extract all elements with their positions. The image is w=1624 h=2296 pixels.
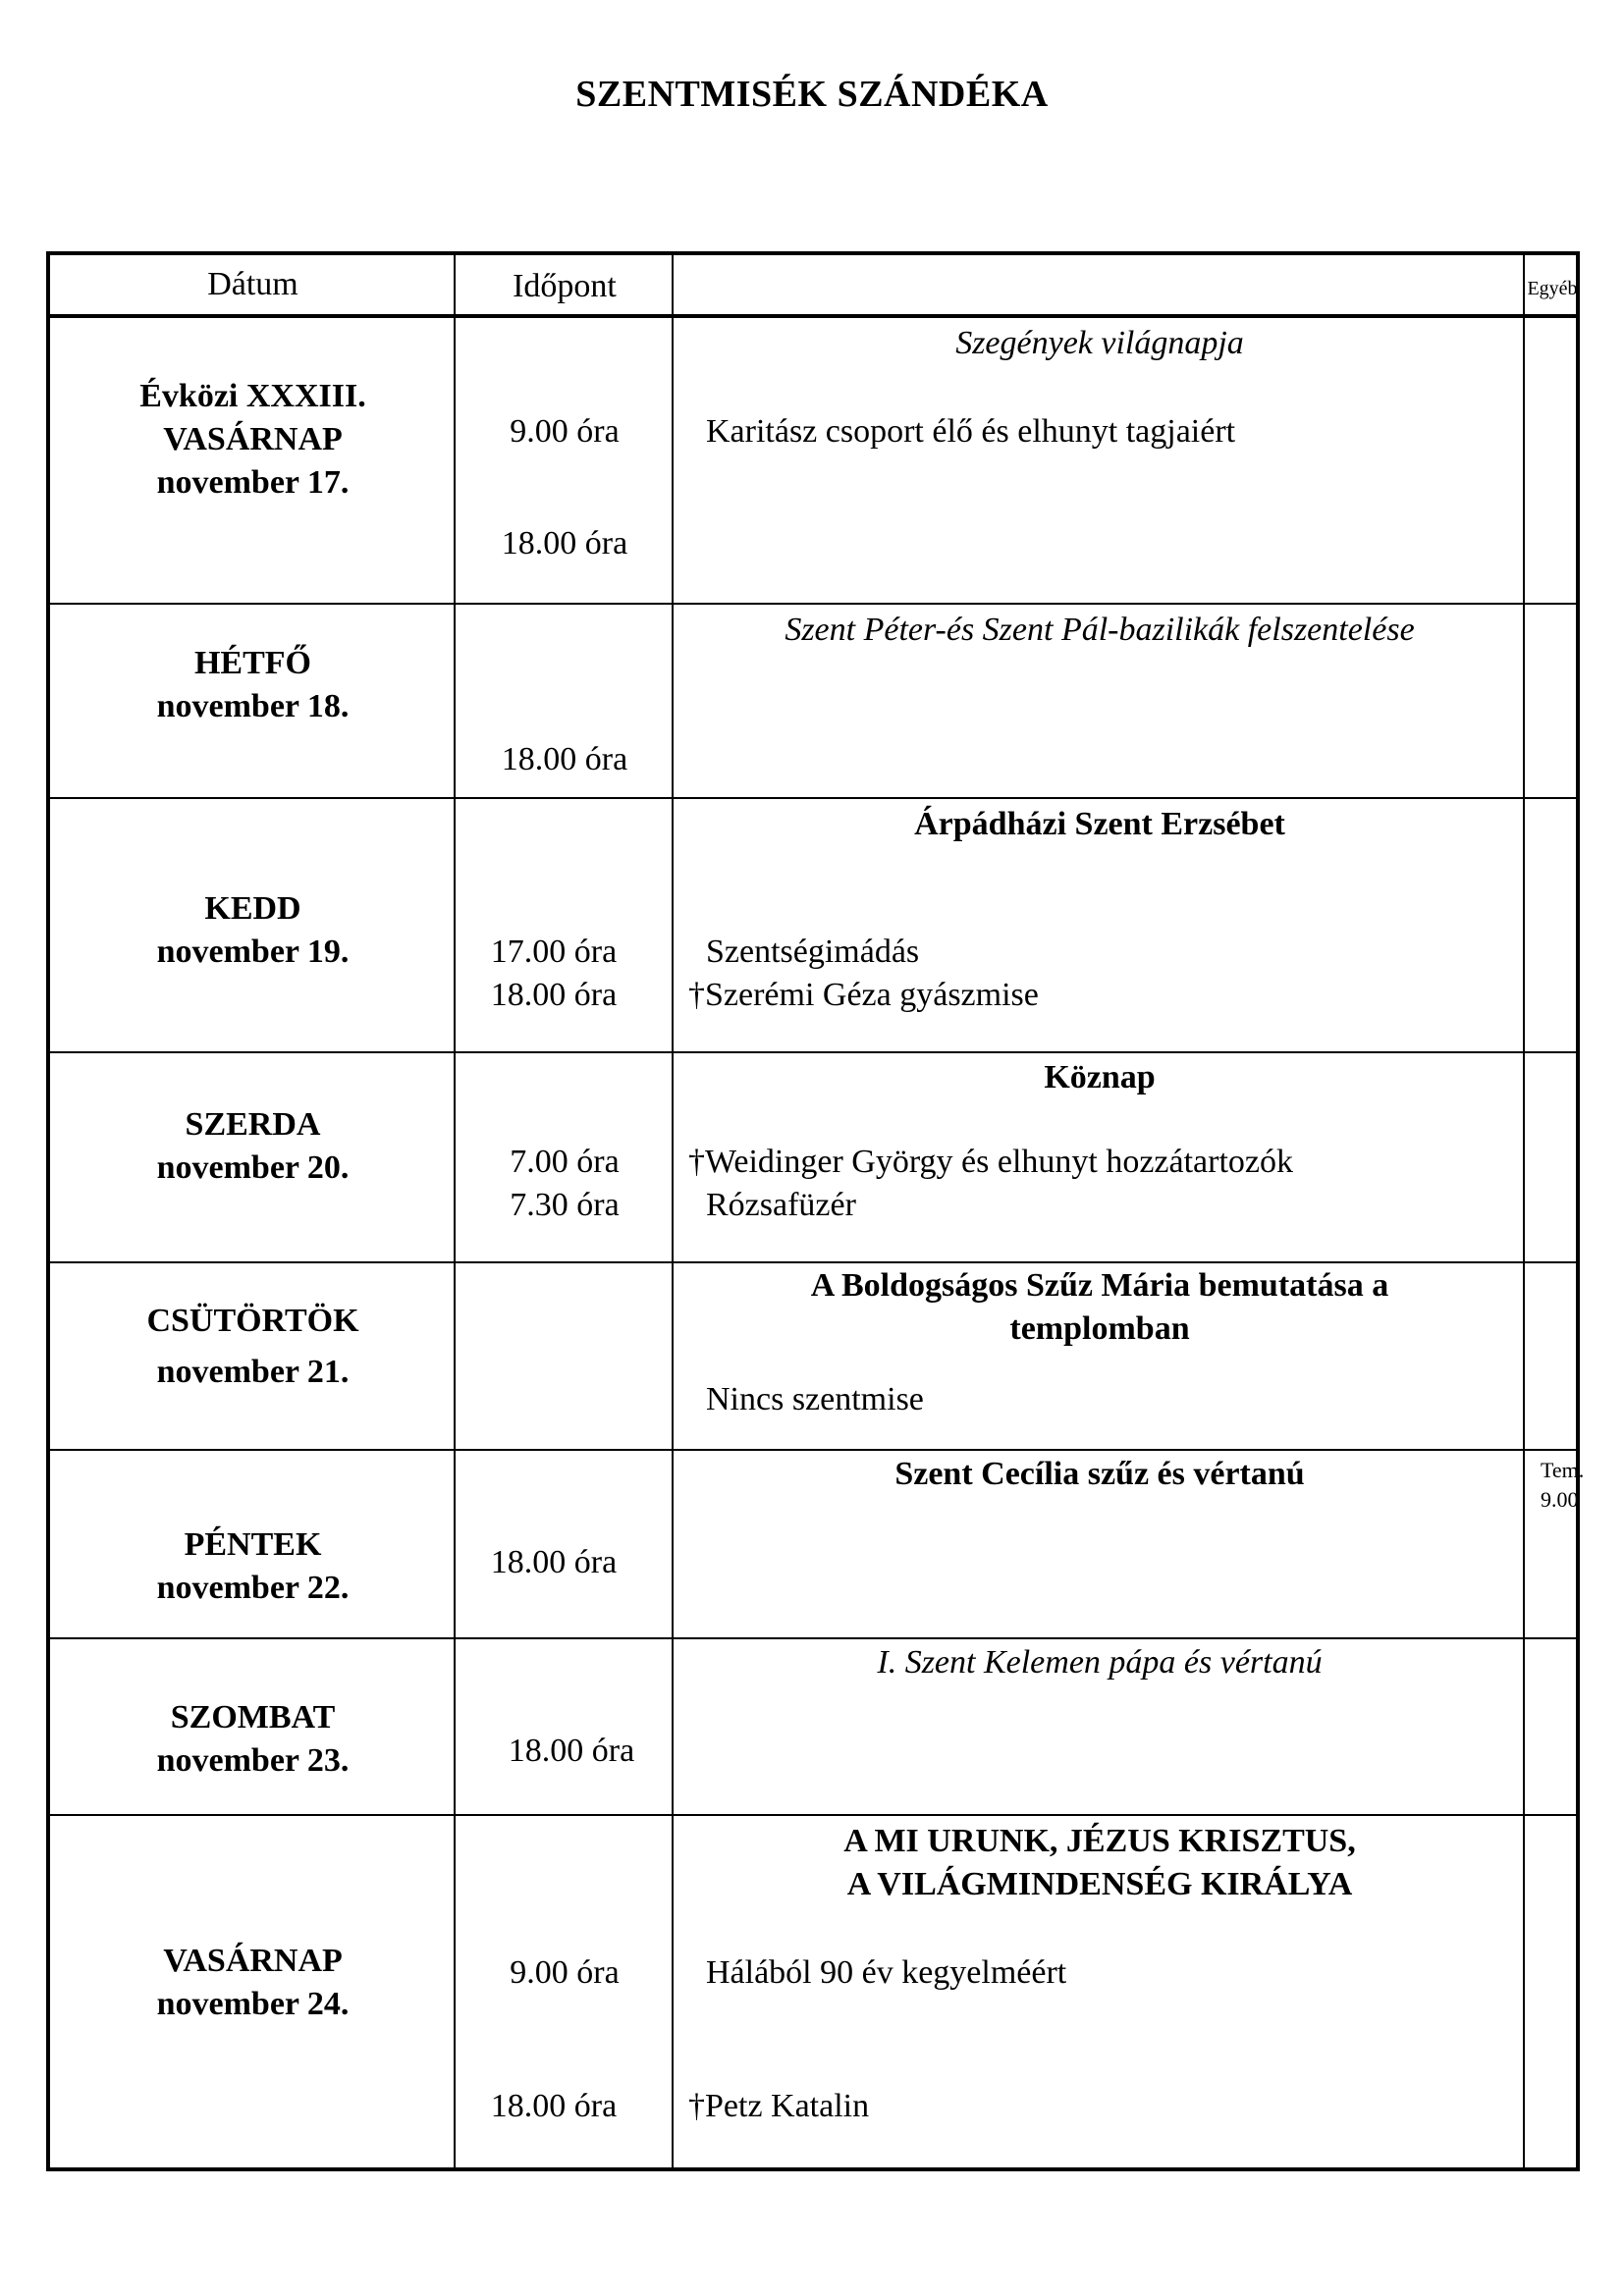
row-divider [50,1261,1576,1263]
date-line: SZERDA [185,1106,321,1143]
mass-intention: Nincs szentmise [706,1381,924,1417]
date-line: november 23. [156,1742,350,1779]
feast-name: A MI URUNK, JÉZUS KRISZTUS, [843,1823,1356,1859]
mass-time: 18.00 óra [501,741,628,777]
feast-name: A Boldogságos Szűz Mária bemutatása a [810,1267,1389,1304]
feast-name: Szent Péter-és Szent Pál-bazilikák felszentelése [785,612,1415,648]
row-divider [50,1449,1576,1451]
row-divider [50,1814,1576,1816]
date-line: SZOMBAT [170,1699,336,1735]
header-time: Időpont [513,268,617,304]
header-divider [50,314,1576,318]
row-divider [50,1637,1576,1639]
mass-time: 18.00 óra [490,1544,618,1580]
row-divider [50,797,1576,799]
feast-name: Árpádházi Szent Erzsébet [914,806,1285,842]
date-line: november 17. [156,464,350,501]
mass-intention: Rózsafüzér [706,1187,856,1223]
date-line: Évközi XXXIII. [139,378,366,414]
row-divider [50,603,1576,605]
date-line: HÉTFŐ [193,645,312,681]
mass-time: 18.00 óra [501,525,628,561]
mass-intention: †Szerémi Géza gyászmise [688,977,1039,1013]
date-line: VASÁRNAP [163,1943,343,1979]
mass-time: 7.00 óra [510,1144,620,1180]
mass-intention: †Weidinger György és elhunyt hozzátartozók [688,1144,1294,1180]
mass-time: 9.00 óra [510,1954,620,1991]
mass-time: 9.00 óra [510,413,620,450]
mass-time: 18.00 óra [508,1733,635,1769]
mass-time: 17.00 óra [490,934,618,970]
mass-schedule-table [46,251,1585,2171]
mass-time: 7.30 óra [510,1187,620,1223]
mass-time: 18.00 óra [490,2088,618,2124]
page-title: SZENTMISÉK SZÁNDÉKA [575,74,1049,115]
date-line: november 24. [156,1986,350,2022]
date-line: CSÜTÖRTÖK [146,1303,359,1339]
date-line: november 19. [156,934,350,970]
header-other: Egyéb [1527,278,1578,299]
date-line: PÉNTEK [184,1526,322,1563]
date-line: VASÁRNAP [163,421,343,457]
header-date: Dátum [207,266,298,302]
date-line: november 20. [156,1149,350,1186]
mass-intention: Karitász csoport élő és elhunyt tagjaiért [706,413,1236,450]
feast-name: Szegények világnapja [955,325,1244,361]
feast-name: A VILÁGMINDENSÉG KIRÁLYA [846,1866,1353,1902]
mass-intention: †Petz Katalin [688,2088,870,2124]
feast-name: I. Szent Kelemen pápa és vértanú [877,1644,1323,1681]
other-note: 9.00 [1541,1487,1579,1512]
date-line: november 18. [156,688,350,724]
other-note: Tem. [1541,1458,1585,1482]
feast-name: Szent Cecília szűz és vértanú [894,1456,1305,1492]
mass-intention: Hálából 90 év kegyelméért [706,1954,1067,1991]
date-line: november 21. [156,1354,350,1390]
mass-time: 18.00 óra [490,977,618,1013]
row-divider [50,1051,1576,1053]
feast-name: templomban [1009,1310,1190,1347]
feast-name: Köznap [1044,1059,1156,1095]
mass-intention: Szentségimádás [706,934,920,970]
date-line: KEDD [204,890,301,927]
date-line: november 22. [156,1570,350,1606]
